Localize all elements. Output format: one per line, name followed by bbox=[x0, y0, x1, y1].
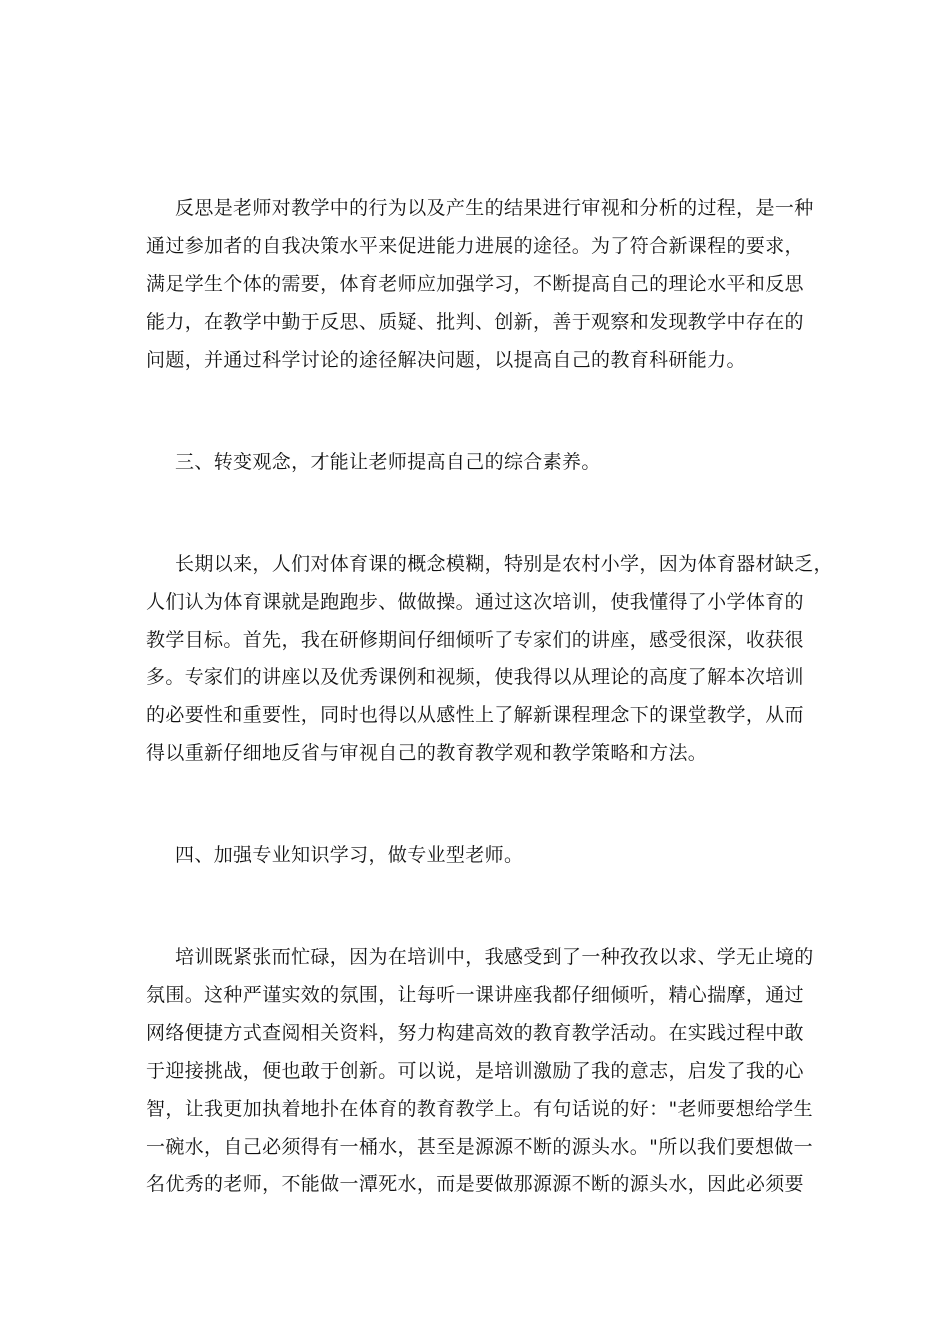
paragraph-line: 反思是老师对教学中的行为以及产生的结果进行审视和分析的过程，是一种 bbox=[175, 197, 814, 219]
paragraph-line: 教学目标。首先，我在研修期间仔细倾听了专家们的讲座，感受很深，收获很 bbox=[146, 629, 804, 651]
paragraph-line: 得以重新仔细地反省与审视自己的教育教学观和教学策略和方法。 bbox=[146, 742, 708, 764]
paragraph-line: 一碗水，自己必须得有一桶水，甚至是源源不断的源头水。"所以我们要想做一 bbox=[146, 1136, 813, 1158]
paragraph-line: 于迎接挑战，便也敢于创新。可以说，是培训激励了我的意志，启发了我的心 bbox=[146, 1060, 804, 1082]
paragraph-line: 氛围。这种严谨实效的氛围，让每听一课讲座我都仔细倾听，精心揣摩，通过 bbox=[146, 984, 804, 1006]
paragraph-line: 通过参加者的自我决策水平来促进能力进展的途径。为了符合新课程的要求， bbox=[146, 235, 804, 257]
paragraph-line: 人们认为体育课就是跑跑步、做做操。通过这次培训，使我懂得了小学体育的 bbox=[146, 591, 804, 613]
paragraph-line: 的必要性和重要性，同时也得以从感性上了解新课程理念下的课堂教学，从而 bbox=[146, 704, 804, 726]
section-heading-4: 四、加强专业知识学习，做专业型老师。 bbox=[175, 844, 524, 866]
paragraph-line: 网络便捷方式查阅相关资料，努力构建高效的教育教学活动。在实践过程中敢 bbox=[146, 1022, 804, 1044]
section-heading-3: 三、转变观念，才能让老师提高自己的综合素养。 bbox=[175, 451, 601, 473]
paragraph-line: 能力，在教学中勤于反思、质疑、批判、创新，善于观察和发现教学中存在的 bbox=[146, 311, 804, 333]
paragraph-line: 名优秀的老师，不能做一潭死水，而是要做那源源不断的源头水，因此必须要 bbox=[146, 1173, 804, 1195]
paragraph-line: 多。专家们的讲座以及优秀课例和视频，使我得以从理论的高度了解本次培训 bbox=[146, 666, 804, 688]
paragraph-line: 满足学生个体的需要，体育老师应加强学习，不断提高自己的理论水平和反思 bbox=[146, 273, 804, 295]
paragraph-line: 培训既紧张而忙碌，因为在培训中，我感受到了一种孜孜以求、学无止境的 bbox=[175, 946, 814, 968]
paragraph-line: 长期以来，人们对体育课的概念模糊，特别是农村小学，因为体育器材缺乏， bbox=[175, 553, 833, 575]
paragraph-line: 智，让我更加执着地扑在体育的教育教学上。有句话说的好："老师要想给学生 bbox=[146, 1098, 813, 1120]
paragraph-line: 问题，并通过科学讨论的途径解决问题，以提高自己的教育科研能力。 bbox=[146, 349, 746, 371]
